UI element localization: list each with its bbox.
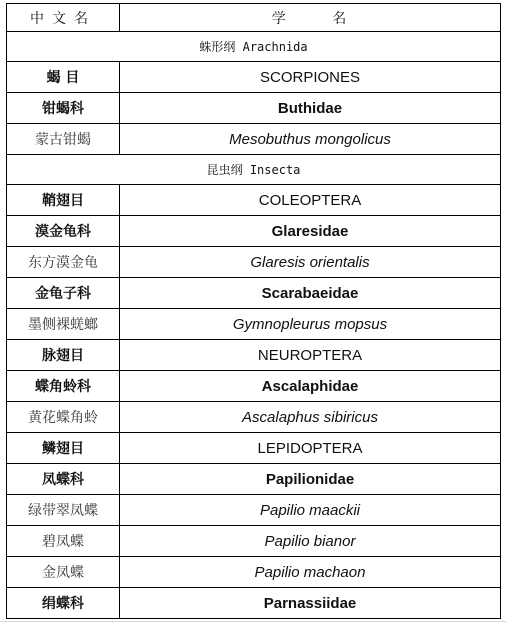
- section-row: [7, 155, 501, 185]
- scientific-name-cell: Glaresis orientalis: [120, 247, 501, 278]
- chinese-name-cell: 漠金龟科: [7, 216, 120, 247]
- scientific-name-cell: Glaresidae: [120, 216, 501, 247]
- scientific-name-cell: Buthidae: [120, 93, 501, 124]
- table-row: [7, 247, 501, 278]
- table-row: [7, 124, 501, 155]
- scientific-name-cell: Mesobuthus mongolicus: [120, 124, 501, 155]
- section-row: [7, 32, 501, 62]
- table-row: [7, 588, 501, 619]
- table-row: [7, 526, 501, 557]
- table-row: [7, 216, 501, 247]
- chinese-name-cell: 黄花蝶角蛉: [7, 402, 120, 433]
- species-table: [6, 3, 501, 619]
- chinese-name-cell: 蝎 目: [7, 62, 120, 93]
- chinese-name-cell: 蝶角蛉科: [7, 371, 120, 402]
- scientific-name-cell: Papilio machaon: [120, 557, 501, 588]
- table-row: [7, 371, 501, 402]
- scientific-name-cell: COLEOPTERA: [120, 185, 501, 216]
- scientific-name-cell: Papilio maackii: [120, 495, 501, 526]
- table-header-row: [7, 4, 501, 32]
- scientific-name-cell: Ascalaphus sibiricus: [120, 402, 501, 433]
- chinese-name-cell: 碧凤蝶: [7, 526, 120, 557]
- chinese-name-cell: 金凤蝶: [7, 557, 120, 588]
- scientific-name-cell: SCORPIONES: [120, 62, 501, 93]
- scientific-name-cell: Parnassiidae: [120, 588, 501, 619]
- chinese-name-cell: 东方漠金龟: [7, 247, 120, 278]
- scientific-name-cell: Papilio bianor: [120, 526, 501, 557]
- table-row: [7, 278, 501, 309]
- table-row: [7, 433, 501, 464]
- table-row: [7, 62, 501, 93]
- table-row: [7, 185, 501, 216]
- table-row: [7, 309, 501, 340]
- header-chinese-name: 中文名: [7, 4, 120, 32]
- scientific-name-cell: Papilionidae: [120, 464, 501, 495]
- table-row: [7, 464, 501, 495]
- table-row: [7, 495, 501, 526]
- chinese-name-cell: 钳蝎科: [7, 93, 120, 124]
- scientific-name-cell: Scarabaeidae: [120, 278, 501, 309]
- table-row: [7, 402, 501, 433]
- chinese-name-cell: 凤蝶科: [7, 464, 120, 495]
- scientific-name-cell: Ascalaphidae: [120, 371, 501, 402]
- header-scientific-name: 学 名: [120, 4, 501, 32]
- chinese-name-cell: 脉翅目: [7, 340, 120, 371]
- chinese-name-cell: 鞘翅目: [7, 185, 120, 216]
- table-row: [7, 93, 501, 124]
- section-title: 蛛形纲 Arachnida: [7, 32, 501, 62]
- page-bottom-edge: [0, 621, 506, 622]
- table-row: [7, 340, 501, 371]
- chinese-name-cell: 蒙古钳蝎: [7, 124, 120, 155]
- scientific-name-cell: NEUROPTERA: [120, 340, 501, 371]
- table-row: [7, 557, 501, 588]
- scientific-name-cell: LEPIDOPTERA: [120, 433, 501, 464]
- chinese-name-cell: 鳞翅目: [7, 433, 120, 464]
- scientific-name-cell: Gymnopleurus mopsus: [120, 309, 501, 340]
- chinese-name-cell: 绢蝶科: [7, 588, 120, 619]
- table-body: [7, 4, 501, 619]
- chinese-name-cell: 墨侧裸蜣螂: [7, 309, 120, 340]
- chinese-name-cell: 绿带翠凤蝶: [7, 495, 120, 526]
- section-title: 昆虫纲 Insecta: [7, 155, 501, 185]
- chinese-name-cell: 金龟子科: [7, 278, 120, 309]
